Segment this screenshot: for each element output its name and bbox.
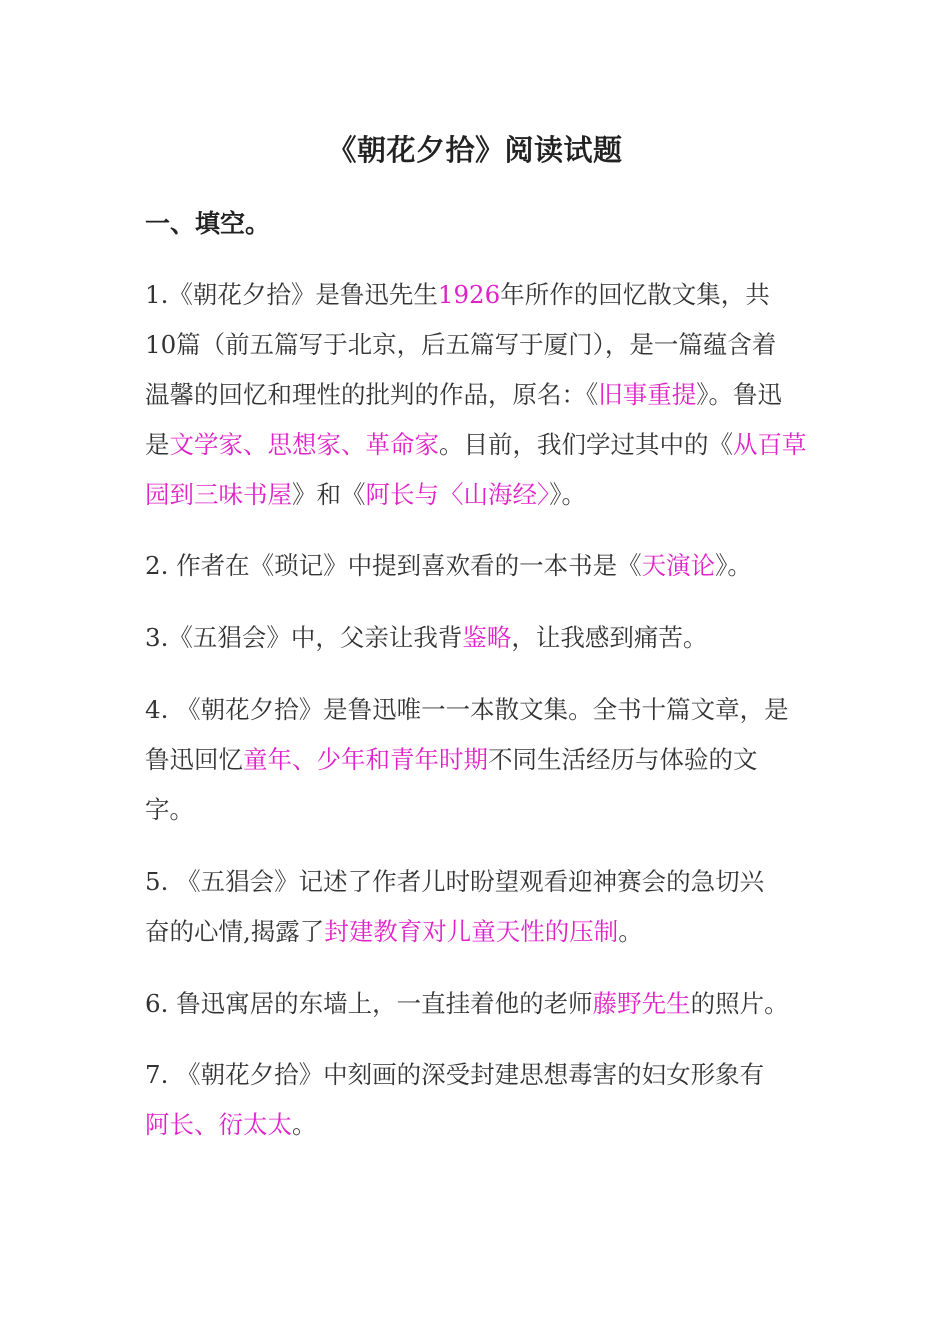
question-line (145, 370, 813, 420)
question-line (145, 320, 813, 370)
question-text: 鲁迅回忆 (145, 745, 243, 774)
question-line (145, 1100, 813, 1150)
answer-text: 封建教育对儿童天性的压制 (324, 917, 619, 946)
question-3 (145, 613, 813, 663)
section-heading: 一、填空。 (145, 209, 271, 238)
question-6 (145, 979, 813, 1029)
question-text: 。目前，我们学过其中的《 (439, 430, 733, 459)
answer-text: 阿长、衍太太 (145, 1110, 292, 1139)
question-line (145, 270, 813, 320)
question-4 (145, 685, 813, 835)
question-text: 》和《 (292, 480, 366, 509)
question-line (145, 857, 813, 907)
answer-text: 鉴略 (462, 623, 512, 652)
question-line (145, 685, 813, 735)
question-text: 7. 《朝花夕拾》中刻画的深受封建思想毒害的妇女形象有 (145, 1060, 765, 1089)
question-line (145, 979, 813, 1029)
question-text: 不同生活经历与体验的文 (488, 745, 758, 774)
answer-text: 天演论 (641, 551, 716, 580)
question-line (145, 470, 813, 520)
question-line (145, 735, 813, 785)
question-text: 》。 (715, 551, 752, 580)
question-text: 1.《朝花夕拾》是鲁迅先生 (145, 280, 438, 309)
question-text: 10篇（前五篇写于北京，后五篇写于厦门），是一篇蕴含着 (145, 330, 777, 359)
answer-text: 1926 (437, 280, 501, 309)
question-text: 的照片。 (690, 989, 789, 1018)
question-text: ，让我感到痛苦。 (511, 623, 708, 652)
question-7 (145, 1050, 813, 1150)
question-text: 是 (145, 430, 170, 459)
answer-text: 从百草 (733, 430, 807, 459)
question-text: 字。 (145, 795, 194, 824)
question-line (145, 1050, 813, 1100)
document-title: 《朝花夕拾》阅读试题 (327, 133, 623, 167)
question-1 (145, 270, 813, 520)
question-text: 年所作的回忆散文集，共 (500, 280, 770, 309)
question-line (145, 785, 813, 835)
question-5 (145, 857, 813, 957)
question-line (145, 541, 813, 591)
answer-text: 文学家、思想家、革命家 (169, 430, 439, 459)
question-text: 6. 鲁迅寓居的东墙上，一直挂着他的老师 (145, 989, 593, 1018)
question-text: 。 (292, 1110, 317, 1139)
question-text: 》。鲁迅 (696, 380, 782, 409)
question-text: 》。 (549, 480, 586, 509)
answer-text: 藤野先生 (592, 989, 691, 1018)
question-line (145, 907, 813, 957)
question-2 (145, 541, 813, 591)
question-text: 4. 《朝花夕拾》是鲁迅唯一一本散文集。全书十篇文章，是 (145, 695, 789, 724)
answer-text: 阿长与〈山海经〉 (365, 480, 550, 509)
question-line (145, 613, 813, 663)
question-line (145, 420, 813, 470)
answer-text: 园到三味书屋 (145, 480, 292, 509)
question-text: 3.《五猖会》中，父亲让我背 (145, 623, 463, 652)
question-text: 2. 作者在《琐记》中提到喜欢看的一本书是《 (145, 551, 642, 580)
question-text: 5. 《五猖会》记述了作者儿时盼望观看迎神赛会的急切兴 (145, 867, 765, 896)
question-text: 奋的心情,揭露了 (145, 917, 325, 946)
question-text: 温馨的回忆和理性的批判的作品，原名：《 (145, 380, 599, 409)
answer-text: 童年、少年和青年时期 (243, 745, 488, 774)
question-text: 。 (618, 917, 643, 946)
answer-text: 旧事重提 (598, 380, 697, 409)
